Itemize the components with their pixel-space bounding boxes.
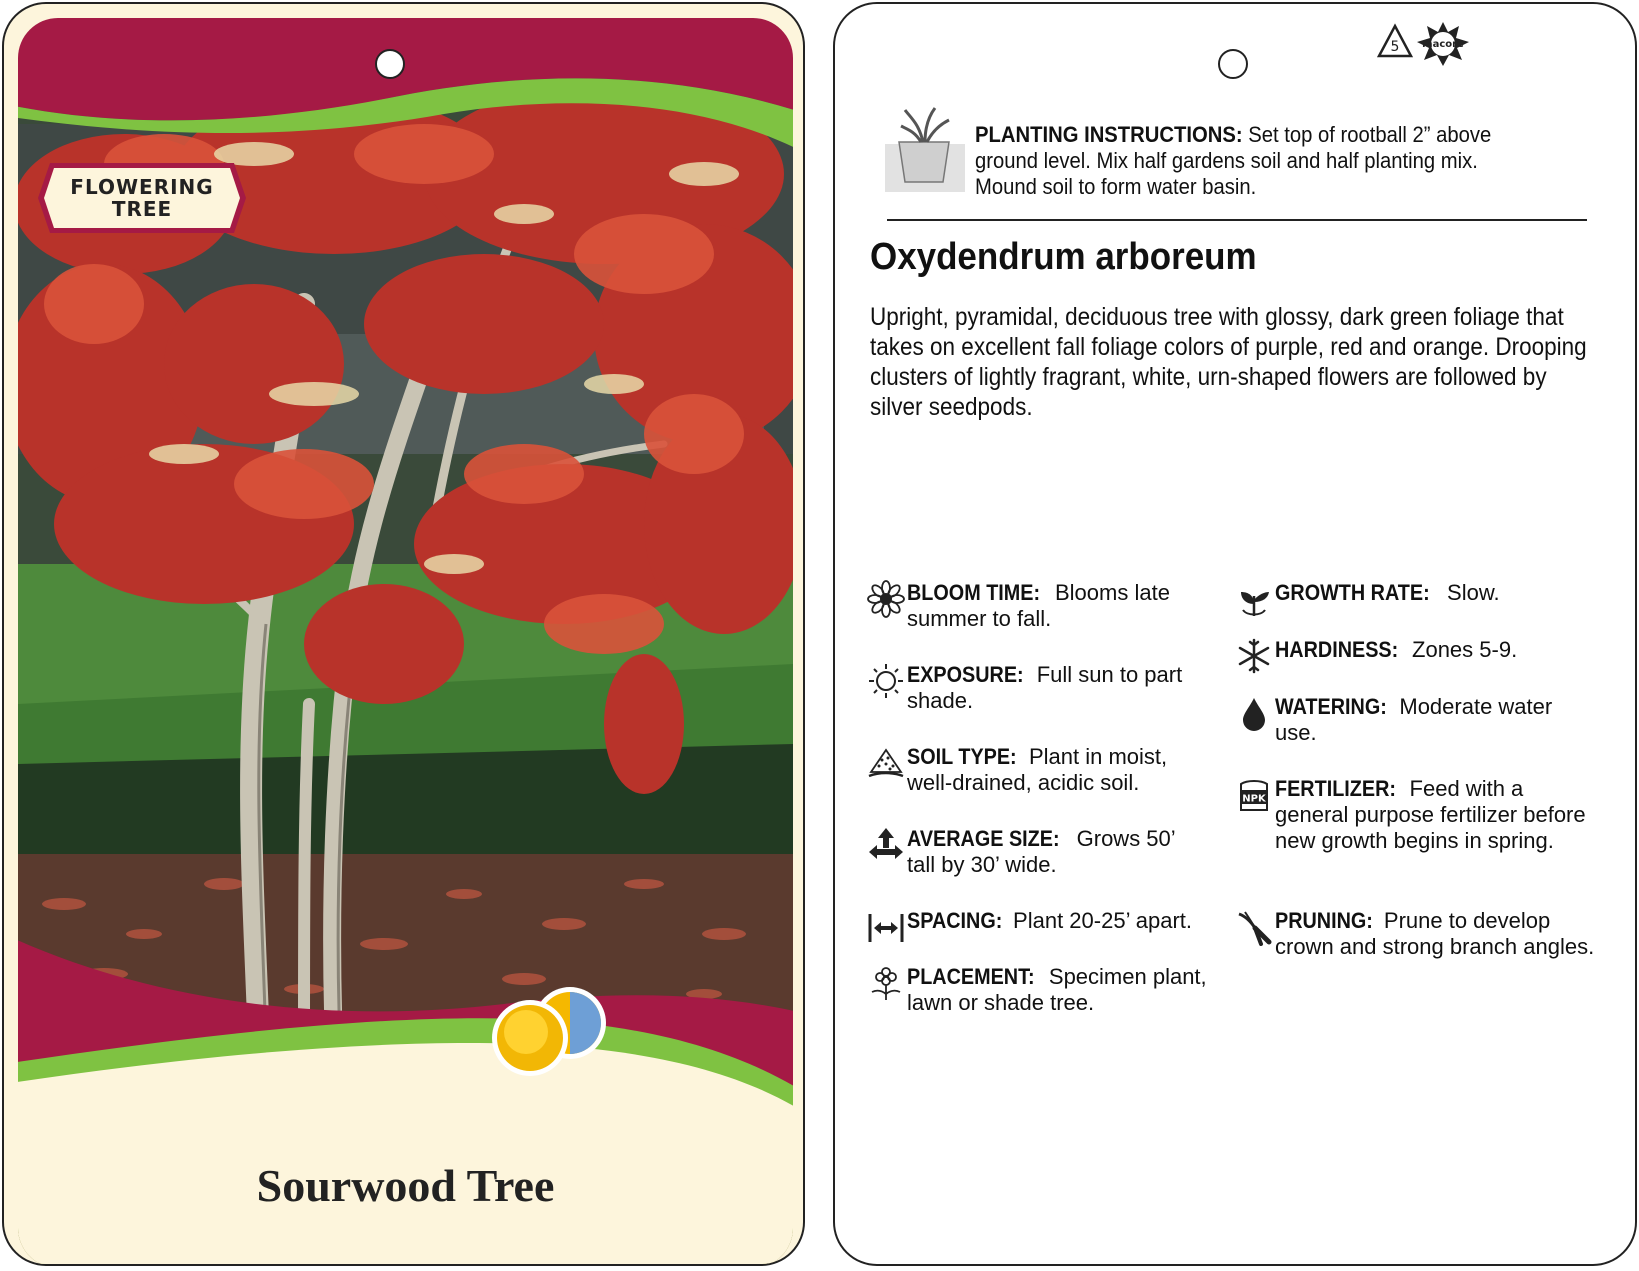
planting-label: PLANTING INSTRUCTIONS: [975,122,1243,147]
attr-text: Moderate water use. [1275,694,1553,745]
attr-text: Specimen plant, lawn or shade tree. [907,964,1207,1015]
attr-placement [867,964,1207,1016]
front-tag [2,2,805,1266]
attr-label: EXPOSURE: [907,662,1024,687]
attr-text: Zones 5-9. [1405,637,1518,662]
attr-text: Plant in moist, well-drained, acidic soil. [907,744,1168,795]
attr-label: GROWTH RATE: [1275,580,1430,605]
badge-line2: TREE [111,197,173,221]
flower-icon [867,580,905,618]
pruners-icon [1235,908,1273,946]
npk-icon [1235,776,1273,814]
attr-soil-type [867,744,1197,796]
attr-exposure [867,662,1207,714]
attr-text: Full sun to part shade. [907,662,1183,713]
attr-label: AVERAGE SIZE: [907,826,1060,851]
attr-text: Plant 20-25’ apart. [1006,908,1193,933]
attr-label: BLOOM TIME: [907,580,1041,605]
attr-text: Grows 50’ tall by 30’ wide. [907,826,1175,877]
recycle-number: 5 [1390,39,1400,55]
placement-plant-icon [867,964,905,1002]
attr-bloom-time [867,580,1197,632]
recycle-icon [1375,22,1415,62]
attr-hardiness [1235,637,1595,675]
sprout-icon [1235,580,1273,618]
attr-fertilizer [1235,776,1595,854]
badge-line1: FLOWERING [70,175,214,199]
scientific-name: Oxydendrum arboreum [870,236,1257,278]
snowflake-icon [1235,637,1273,675]
macore-brand: macore [1422,39,1464,50]
attr-label: PRUNING: [1275,908,1373,933]
divider [887,219,1587,221]
hang-hole [1218,49,1248,79]
soil-pile-icon [867,744,905,782]
attr-label: WATERING: [1275,694,1387,719]
attr-growth-rate [1235,580,1595,618]
attr-label: HARDINESS: [1275,637,1399,662]
attr-text: Prune to develop crown and strong branch angles. [1275,908,1595,959]
potted-plant-icon [885,104,965,194]
attr-label: SOIL TYPE: [907,744,1017,769]
water-drop-icon [1235,694,1273,732]
macore-logo-icon [1417,22,1469,66]
npk-label: NPK [1242,793,1266,805]
back-tag [833,2,1637,1266]
full-sun-icon [492,1000,568,1076]
spacing-arrows-icon [867,908,905,946]
attr-pruning [1235,908,1595,960]
flowering-tree-badge [36,161,248,235]
sun-outline-icon [867,662,905,700]
attr-watering [1235,694,1595,746]
attr-label: SPACING: [907,908,1003,933]
hang-hole [375,49,405,79]
common-name: Sourwood Tree [256,1160,555,1211]
attr-label: PLACEMENT: [907,964,1035,989]
sun-exposure-icons [492,986,612,1076]
attr-average-size [867,826,1207,878]
attr-text: Feed with a general purpose fertilizer before new growth begins in spring. [1275,776,1586,853]
attr-text: Slow. [1440,580,1500,605]
size-arrows-icon [867,826,905,864]
attr-label: FERTILIZER: [1275,776,1396,801]
planting-text: Set top of rootball 2” above ground level. Mix half gardens soil and half planting mix. Mound soil to form water basin. [975,122,1492,199]
plant-description: Upright, pyramidal, deciduous tree with glossy, dark green foliage that takes on excellent fall foliage colors of purple, red and orange. Drooping clusters of lightly fragrant, white, urn-shaped flowers are followed by silver seedpods. [870,303,1587,421]
attr-text: Blooms late summer to fall. [907,580,1170,631]
planting-instructions [975,122,1545,200]
attr-spacing [867,908,1247,946]
